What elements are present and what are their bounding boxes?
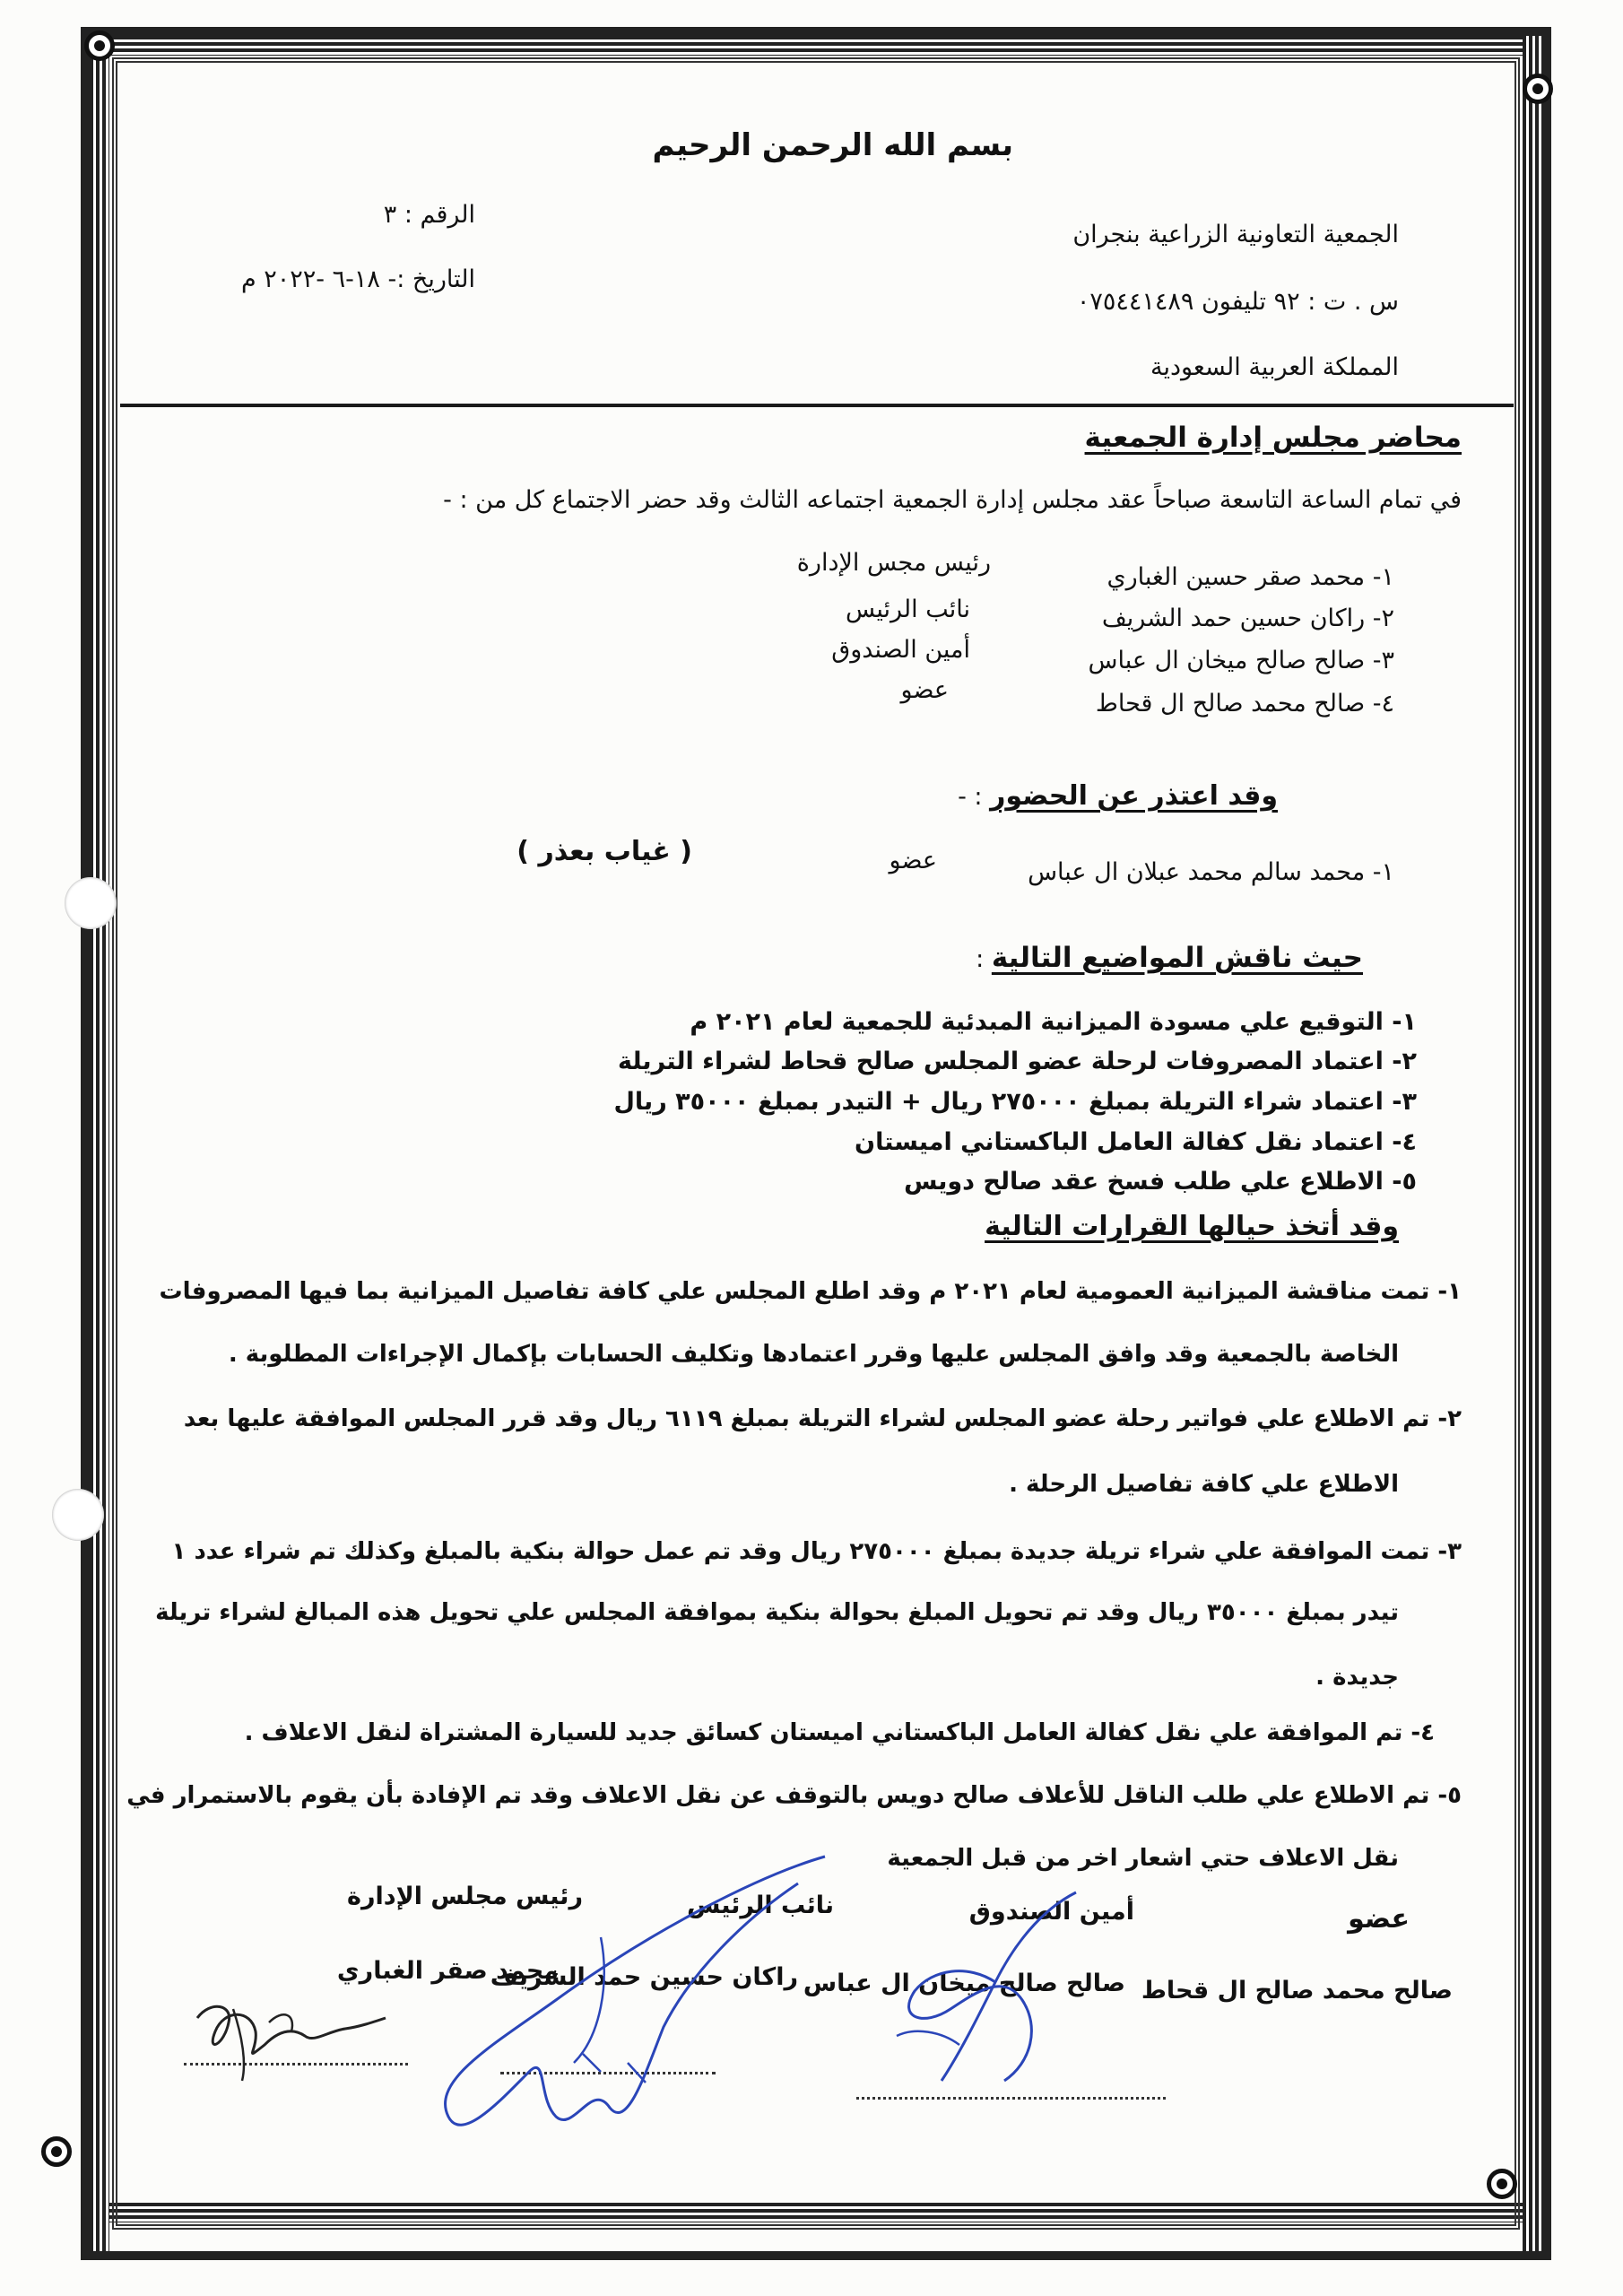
frame-corner-ornament xyxy=(1487,2169,1517,2199)
decision-line: ٥- تم الاطلاع علي طلب الناقل للأعلاف صالح دويس بالتوقف عن نقل الاعلاف وقد تم الإفادة بأن يقوم بالاستمرار في xyxy=(126,1782,1462,1809)
decision-line: ٢- تم الاطلاع علي فواتير رحلة عضو المجلس لشراء التريلة بمبلغ ٦١١٩ ريال وقد قرر المجلس الموافقة عليها بعد xyxy=(183,1405,1462,1432)
frame-corner-ornament xyxy=(84,30,115,61)
absent-name: ١- محمد سالم محمد عبلان ال عباس xyxy=(1028,858,1394,886)
topics-title: حيث ناقش المواضيع التالية xyxy=(991,942,1363,974)
absent-title-suffix: : - xyxy=(958,783,983,811)
signatory-name: محمد صقر الغباري xyxy=(336,1957,559,1985)
topic-item: ٥- الاطلاع علي طلب فسخ عقد صالح دويس xyxy=(904,1168,1417,1196)
topics-title-suffix: : xyxy=(976,945,985,973)
signature-role-treasurer: أمين الصندوق xyxy=(968,1898,1134,1926)
signatory-name: صالح محمد صالح ال قحاط xyxy=(1141,1977,1453,2005)
attendee-role: عضو xyxy=(900,676,949,704)
decision-line: نقل الاعلاف حتي اشعار اخر من قبل الجمعية xyxy=(887,1845,1399,1872)
decision-line: جديدة . xyxy=(1315,1664,1399,1691)
intro-text: في تمام الساعة التاسعة صباحاً عقد مجلس إدارة الجمعية اجتماعه الثالث وقد حضر الاجتماع كل من : - xyxy=(443,486,1462,514)
attendee-name: ٣- صالح صالح ميخان ال عباس xyxy=(1088,647,1394,674)
signatory-name: راكان حسين حمد الشريف xyxy=(490,1963,798,1991)
signatory-name: صالح صالح ميخان ال عباس xyxy=(803,1970,1125,1997)
topics-heading xyxy=(976,940,1363,978)
attendee-role: رئيس مجس الإدارة xyxy=(796,549,991,577)
attendee-name: ٢- راكان حسين حمد الشريف xyxy=(1101,604,1394,632)
absent-heading xyxy=(958,778,1278,815)
absent-role: عضو xyxy=(889,847,937,874)
country-name: المملكة العربية السعودية xyxy=(1150,353,1399,381)
decisions-title: وقد أتخذ حيالها القرارات التالية xyxy=(985,1211,1399,1242)
basmala: بسم الله الرحمن الرحيم xyxy=(652,127,1013,163)
frame-corner-ornament xyxy=(41,2136,72,2167)
attendee-name: ١- محمد صقر حسين الغباري xyxy=(1107,563,1394,591)
frame-corner-ornament xyxy=(1523,74,1553,104)
decision-line: ٤- تم الموافقة علي نقل كفالة العامل الباكستاني اميستان كسائق جديد للسيارة المشتراة لنقل الاعلاف . xyxy=(244,1719,1435,1746)
decision-line: ٣- تمت الموافقة علي شراء تريلة جديدة بمبلغ ٢٧٥٠٠٠ ريال وقد تم عمل حوالة بنكية بالمبلغ وكذلك تم شراء عدد ١ xyxy=(171,1538,1462,1565)
topic-item: ١- التوقيع علي مسودة الميزانية المبدئية للجمعية لعام ٢٠٢١ م xyxy=(690,1008,1417,1036)
absent-note: ( غياب بعذر ) xyxy=(516,836,692,867)
attendee-role: أمين الصندوق xyxy=(831,636,970,664)
po-box-phone: س . ت : ٩٢ تليفون ٠٧٥٤٤١٤٨٩ xyxy=(1076,288,1399,316)
absent-title: وقد اعتذر عن الحضور xyxy=(990,780,1278,812)
document-number: الرقم : ٣ xyxy=(383,201,475,229)
attendee-role: نائب الرئيس xyxy=(845,596,970,623)
signature-role-member: عضو xyxy=(1348,1903,1410,1935)
topic-item: ٢- اعتماد المصروفات لرحلة عضو المجلس صالح قحاط لشراء التريلة xyxy=(618,1048,1417,1075)
header-divider xyxy=(120,404,1514,407)
attendee-name: ٤- صالح محمد صالح ال قحاط xyxy=(1095,690,1394,718)
topic-item: ٤- اعتماد نقل كفالة العامل الباكستاني اميستان xyxy=(855,1128,1417,1156)
signature-treasurer xyxy=(861,1874,1094,2099)
signature-role-vice-chairman: نائب الرئيس xyxy=(687,1892,834,1919)
org-name: الجمعية التعاونية الزراعية بنجران xyxy=(1072,221,1399,248)
document-date: التاريخ :- ١٨-٦ -٢٠٢٢ م xyxy=(240,265,475,293)
signature-vice-chairman xyxy=(421,1848,834,2135)
signature-role-chairman: رئيس مجلس الإدارة xyxy=(347,1883,583,1910)
topic-item: ٣- اعتماد شراء التريلة بمبلغ ٢٧٥٠٠٠ ريال + التيدر بمبلغ ٣٥٠٠٠ ريال xyxy=(613,1088,1417,1116)
decision-line: ١- تمت مناقشة الميزانية العمومية لعام ٢٠٢١ م وقد اطلع المجلس علي كافة تفاصيل الميزانية بما فيها المصروفات xyxy=(159,1278,1462,1305)
decision-line: تيدر بمبلغ ٣٥٠٠٠ ريال وقد تم تحويل المبلغ بحوالة بنكية بموافقة المجلس علي تحويل هذه المبالغ لشراء تريلة xyxy=(155,1599,1399,1626)
punch-hole xyxy=(65,877,117,929)
signature-chairman xyxy=(179,1982,395,2090)
decision-line: الخاصة بالجمعية وقد وافق المجلس عليها وقرر اعتمادها وتكليف الحسابات بإكمال الإجراءات المطلوبة . xyxy=(228,1341,1399,1368)
decision-line: الاطلاع علي كافة تفاصيل الرحلة . xyxy=(1009,1471,1399,1498)
punch-hole xyxy=(52,1489,104,1541)
minutes-title: محاضر مجلس إدارة الجمعية xyxy=(1084,422,1462,454)
